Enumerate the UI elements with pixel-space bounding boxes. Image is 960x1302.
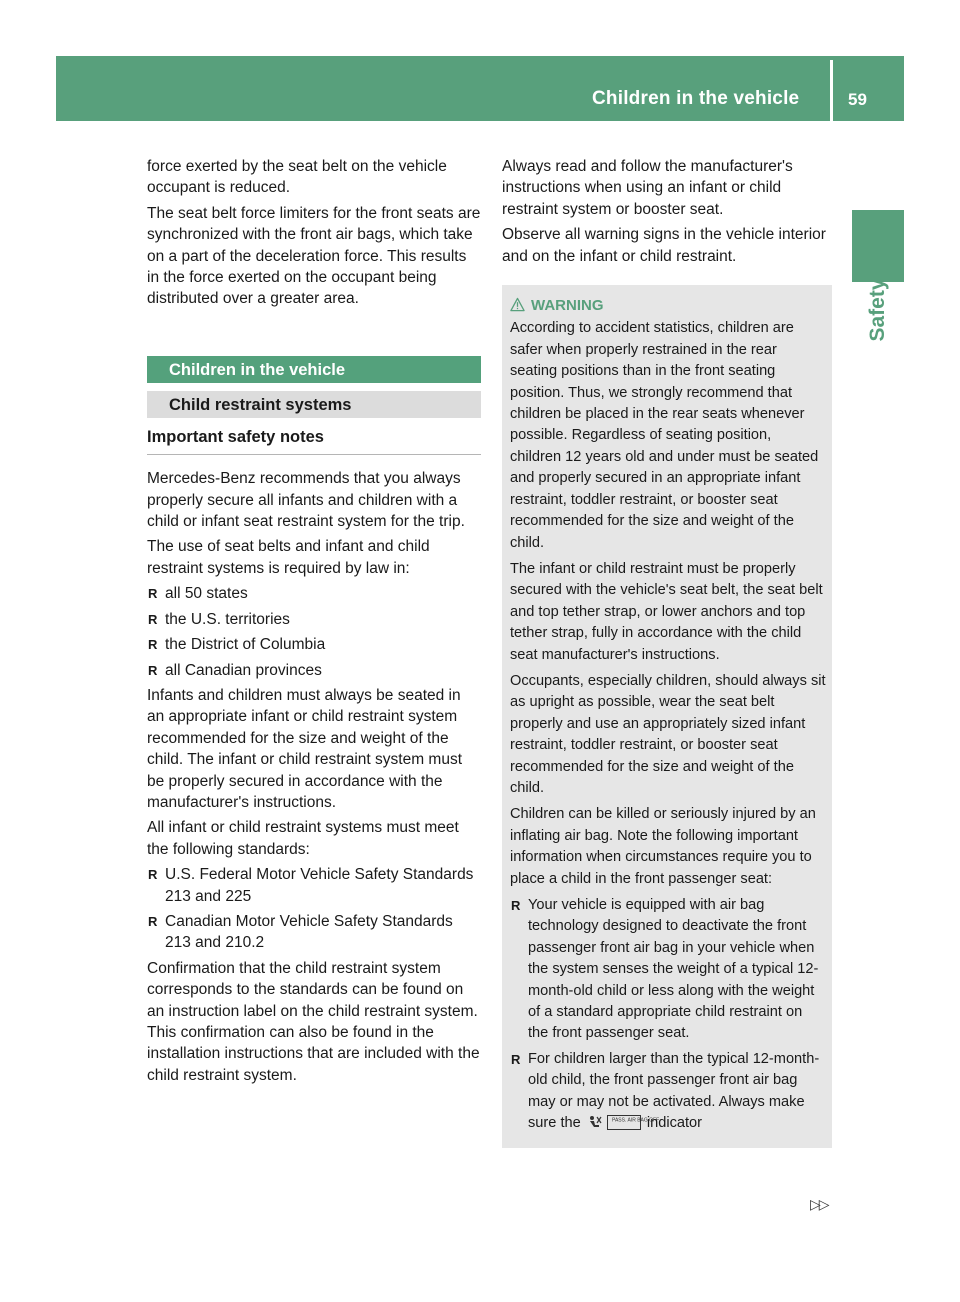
warning-paragraph: According to accident statistics, children are safer when properly restrained in the rear seating positions than in the front seating position. Thus, we strongly recommend that children be placed in the rear seats whenever possible. Regardless of seating position, children 12 years old and under must be seated and properly secured in an appropriate infant restraint, toddler restraint, or booster seat recommended for the size and weight of the child. bbox=[510, 320, 819, 551]
warning-paragraph: Occupants, especially children, should always sit as upright as possible, wear the seat belt properly and use an appropriately sized infant restraint, toddler restraint, or booster seat recommended for the size and weight of the child. bbox=[510, 672, 826, 796]
intro-paragraph: force exerted by the seat belt on the vehicle occupant is reduced. bbox=[147, 158, 447, 197]
header-divider bbox=[830, 60, 833, 121]
warning-paragraph: The infant or child restraint must be properly secured with the vehicle's seat belt, the seat belt and top tether strap, or lower anchors and top tether strap, fully in accordance with the child seat manufacturer's instructions. bbox=[510, 560, 823, 663]
list-item: R all Canadian provinces bbox=[148, 661, 322, 679]
list-item: R the District of Columbia bbox=[148, 636, 326, 654]
list-item: R the U.S. territories bbox=[148, 610, 290, 628]
paragraph: All infant or child restraint systems must meet the following standards: bbox=[147, 819, 459, 858]
page-number: 59 bbox=[848, 90, 867, 109]
paragraph: The use of seat belts and infant and child restraint systems is required by law in: bbox=[147, 538, 430, 577]
warning-paragraph: Children can be killed or seriously injured by an inflating air bag. Note the following important information when circumstances require you to place a child in the front passenger seat: bbox=[510, 806, 816, 887]
warning-heading: WARNING bbox=[510, 295, 826, 316]
warning-list-item: R Your vehicle is equipped with air bag technology designed to deactivate the front passenger front air bag in your vehicle when the system senses the weight of a typical 12-month-old child or less along with the weight of a standard appropriate child restraint on the front passenger seat. bbox=[511, 897, 819, 1042]
warning-box bbox=[502, 285, 832, 1148]
intro-paragraph: The seat belt force limiters for the front seats are synchronized with the front air bags, which take on a part of the deceleration force. This results in the force exerted on the occupant being distributed over a greater area. bbox=[147, 204, 481, 308]
warning-list-item: R For children larger than the typical 12-month-old child, the front passenger front air bag may or may not be activated. Always make sure the PASS. AIR BAG OFF indicator bbox=[511, 1050, 820, 1132]
left-column bbox=[147, 156, 481, 1090]
subheading: Important safety notes bbox=[147, 427, 481, 455]
list-item: R U.S. Federal Motor Vehicle Safety Standards 213 and 225 bbox=[148, 866, 474, 905]
page-title: Children in the vehicle bbox=[592, 88, 800, 109]
warning-triangle-icon bbox=[510, 297, 525, 312]
paragraph: Confirmation that the child restraint system corresponds to the standards can be found on an instruction label on the child restraint system. This confirmation can also be found in the installation instructions that are included with the child restraint system. bbox=[147, 959, 480, 1084]
continued-marker: ▷▷ bbox=[810, 1196, 828, 1212]
list-item: R Canadian Motor Vehicle Safety Standards 213 and 210.2 bbox=[148, 912, 453, 952]
paragraph: Always read and follow the manufacturer's instructions when using an infant or child restraint system or booster seat. bbox=[502, 158, 793, 218]
side-tab-label: Safety bbox=[866, 278, 889, 342]
side-tab-marker bbox=[852, 210, 904, 282]
paragraph: Mercedes-Benz recommends that you always properly secure all infants and children with a child or infant seat restraint system for the trip. bbox=[147, 470, 465, 531]
section-title: Children in the vehicle bbox=[147, 356, 481, 383]
right-column bbox=[502, 156, 832, 1148]
passenger-airbag-off-icon bbox=[587, 1115, 603, 1130]
paragraph: Observe all warning signs in the vehicle interior and on the infant or child restraint. bbox=[502, 226, 826, 265]
svg-text:PASS. AIR BAG OFF: PASS. AIR BAG OFF bbox=[611, 1117, 659, 1124]
subsection-title: Child restraint systems bbox=[147, 391, 481, 418]
paragraph: Infants and children must always be seated in an appropriate infant or child restraint system recommended for the size and weight of the child. The infant or child restraint system must be properly secured in accordance with the manufacturer's instructions. bbox=[147, 686, 463, 811]
list-item: R all 50 states bbox=[148, 585, 248, 603]
pass-airbag-off-indicator-icon bbox=[607, 1115, 659, 1130]
